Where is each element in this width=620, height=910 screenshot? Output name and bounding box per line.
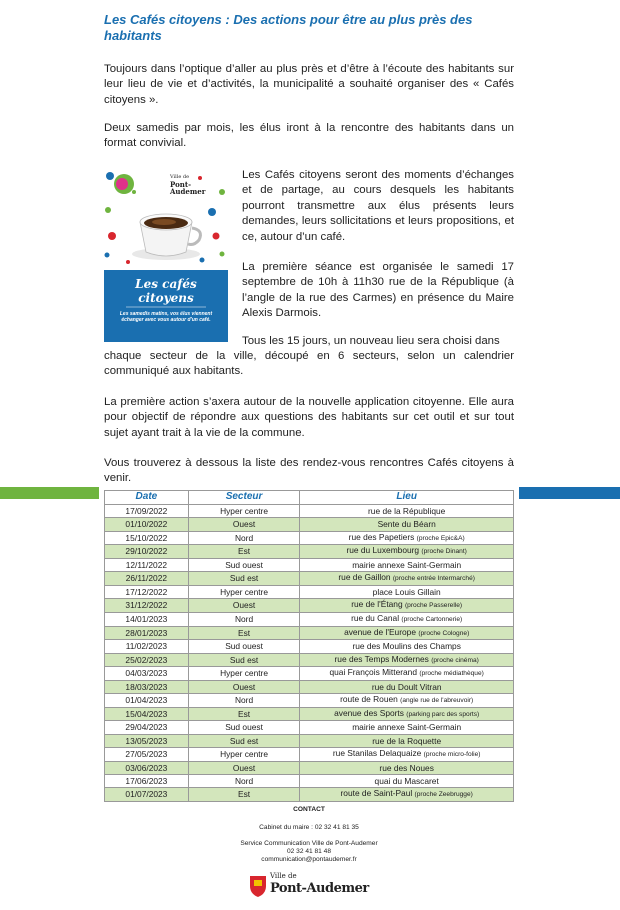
- table-row: [105, 761, 514, 774]
- purpose-paragraph: Les Cafés citoyens seront des moments d’échanges et de partage, au cours desquels les habitants pourront transmettre aux élus présents leurs demandes, leurs sollicitations et leurs propositions, et ce, autour d’un café.: [242, 169, 514, 243]
- city-crest-icon: [248, 874, 268, 898]
- lieu-name: rue de la République: [368, 505, 446, 516]
- secteur-cell: Hyper centre: [188, 748, 300, 762]
- lieu-cell: [300, 721, 514, 734]
- secteur-cell: Ouest: [188, 518, 300, 531]
- lieu-note: (proche cinéma): [431, 656, 479, 664]
- lieu-note: (proche Passerelle): [404, 602, 463, 610]
- contact-email: communication@pontaudemer.fr: [261, 856, 357, 863]
- secteur-cell: Hyper centre: [188, 667, 300, 681]
- date-cell: 03/06/2023: [105, 761, 189, 774]
- lieu-cell: [300, 640, 514, 653]
- date-cell: 29/10/2022: [105, 545, 189, 559]
- secteur-cell: Sud ouest: [188, 640, 300, 653]
- lieu-note: (proche Epic&A): [416, 534, 465, 542]
- secteur-cell: Ouest: [188, 599, 300, 613]
- lieu-name: avenue des Sports: [334, 707, 404, 718]
- lieu-name: rue Stanilas Delaquaize: [332, 748, 422, 759]
- date-cell: 01/07/2023: [105, 788, 189, 802]
- table-row: [105, 788, 514, 802]
- contact-phone: 02 32 41 81 48: [287, 848, 331, 855]
- date-cell: 27/05/2023: [105, 748, 189, 762]
- secteur-cell: Est: [188, 707, 300, 721]
- lieu-cell: [300, 558, 514, 571]
- secteur-cell: Sud est: [188, 572, 300, 586]
- date-cell: 29/04/2023: [105, 721, 189, 734]
- secteur-cell: Ouest: [188, 761, 300, 774]
- table-row: [105, 599, 514, 613]
- schedule-table: [104, 490, 514, 802]
- secteur-cell: Sud ouest: [188, 721, 300, 734]
- lieu-cell: [300, 734, 514, 747]
- contact-service: Service Communication Ville de Pont-Audemer: [240, 840, 378, 847]
- lieu-cell: [300, 694, 514, 708]
- table-row: [105, 531, 514, 545]
- lieu-note: (angle rue de l'abreuvoir): [400, 697, 474, 705]
- table-row: [105, 612, 514, 626]
- table-row: [105, 680, 514, 693]
- header-lieu: Lieu: [300, 491, 514, 505]
- secteur-cell: Est: [188, 626, 300, 640]
- secteur-cell: Hyper centre: [188, 505, 300, 518]
- secteur-cell: Nord: [188, 775, 300, 788]
- table-row: [105, 558, 514, 571]
- header-secteur: Secteur: [188, 491, 300, 505]
- date-cell: 11/02/2023: [105, 640, 189, 653]
- lieu-note: (parking parc des sports): [406, 710, 480, 718]
- lieu-name: rue du Doult Vitran: [371, 681, 442, 692]
- lieu-cell: [300, 653, 514, 667]
- logo-name-text: Pont-Audemer: [270, 881, 369, 896]
- lieu-note: (proche Dinant): [421, 548, 467, 556]
- table-row: [105, 775, 514, 788]
- lieu-name: place Louis Gillain: [372, 586, 441, 597]
- date-cell: 17/06/2023: [105, 775, 189, 788]
- poster-brand-top: Ville de: [170, 174, 190, 180]
- lieu-name: rue du Canal: [351, 612, 400, 623]
- poster-headline-1: Les cafés: [135, 277, 197, 291]
- date-cell: 17/09/2022: [105, 505, 189, 518]
- cafes-citoyens-poster: [104, 170, 228, 342]
- table-row: [105, 721, 514, 734]
- header-date: Date: [105, 491, 189, 505]
- secteur-cell: Nord: [188, 531, 300, 545]
- lieu-note: (proche Cartonnerie): [401, 615, 463, 623]
- lieu-name: avenue de l'Europe: [344, 626, 416, 637]
- lieu-name: rue de Gaillon: [338, 572, 391, 583]
- lieu-name: mairie annexe Saint-Germain: [352, 722, 462, 733]
- table-row: [105, 640, 514, 653]
- secteur-cell: Sud est: [188, 653, 300, 667]
- table-row: [105, 626, 514, 640]
- date-cell: 15/10/2022: [105, 531, 189, 545]
- secteur-cell: Nord: [188, 612, 300, 626]
- lieu-name: Sente du Béarn: [377, 519, 436, 530]
- lieu-name: quai François Mitterand: [329, 667, 417, 678]
- intro-paragraph: Toujours dans l’optique d’aller au plus près et d’être à l’écoute des habitants sur leur lieu de vie et d’activités, la municipalité a souhaité organiser des « Cafés citoyens ».: [104, 63, 514, 106]
- date-cell: 13/05/2023: [105, 734, 189, 747]
- secteur-cell: Nord: [188, 694, 300, 708]
- lieu-note: (proche entrée Intermarché): [392, 575, 475, 583]
- rotation-paragraph-start: Tous les 15 jours, un nouveau lieu sera choisi dans: [242, 335, 500, 347]
- lieu-name: rue des Moulins des Champs: [352, 641, 461, 652]
- lieu-name: rue du Luxembourg: [346, 545, 420, 556]
- lieu-cell: [300, 585, 514, 598]
- date-cell: 15/04/2023: [105, 707, 189, 721]
- lieu-name: route de Rouen: [340, 694, 398, 705]
- table-row: [105, 653, 514, 667]
- table-row: [105, 694, 514, 708]
- lieu-name: rue de la Roquette: [372, 735, 442, 746]
- lieu-cell: [300, 572, 514, 586]
- lieu-cell: [300, 505, 514, 518]
- lieu-cell: [300, 667, 514, 681]
- schedule-intro-paragraph: Vous trouverez à dessous la liste des rendez-vous rencontres Cafés citoyens à venir.: [104, 457, 514, 485]
- table-row: [105, 707, 514, 721]
- lieu-cell: [300, 748, 514, 762]
- date-cell: 31/12/2022: [105, 599, 189, 613]
- date-cell: 18/03/2023: [105, 680, 189, 693]
- lieu-cell: [300, 680, 514, 693]
- date-cell: 17/12/2022: [105, 585, 189, 598]
- table-row: [105, 734, 514, 747]
- app-paragraph: La première action s’axera autour de la nouvelle application citoyenne. Elle aura pour objectif de répondre aux questions des habitants sur cet outil et sur tout sujet ayant trait à la vie de la commune.: [104, 396, 514, 439]
- lieu-note: (proche Zeebrugge): [414, 791, 473, 799]
- poster-brand: [170, 174, 226, 195]
- contact-heading: CONTACT: [293, 806, 325, 813]
- poster-brand-name: Pont-Audemer: [170, 180, 206, 196]
- lieu-name: rue de l'Étang: [351, 599, 403, 610]
- table-row: [105, 572, 514, 586]
- secteur-cell: Sud ouest: [188, 558, 300, 571]
- rotation-paragraph-end: chaque secteur de la ville, découpé en 6 secteurs, selon un calendrier communiqué aux habitants.: [104, 350, 514, 378]
- poster-headline-2: citoyens: [138, 291, 194, 305]
- lieu-cell: [300, 531, 514, 545]
- poster-tagline: Les samedis matins, vos élus viennent échanger avec vous autour d'un café.: [119, 311, 213, 324]
- contact-cabinet: Cabinet du maire : 02 32 41 81 35: [259, 824, 359, 831]
- date-cell: 26/11/2022: [105, 572, 189, 586]
- secteur-cell: Est: [188, 788, 300, 802]
- table-row: [105, 585, 514, 598]
- secteur-cell: Est: [188, 545, 300, 559]
- secteur-cell: Sud est: [188, 734, 300, 747]
- lieu-cell: [300, 545, 514, 559]
- date-cell: 25/02/2023: [105, 653, 189, 667]
- lieu-cell: [300, 612, 514, 626]
- table-row: [105, 545, 514, 559]
- pont-audemer-logo: [248, 872, 372, 900]
- lieu-cell: [300, 707, 514, 721]
- date-cell: 01/10/2022: [105, 518, 189, 531]
- lieu-note: (proche Cologne): [418, 629, 470, 637]
- page-title: Les Cafés citoyens : Des actions pour être au plus près des habitants: [104, 12, 473, 43]
- logo-top-text: Ville de: [270, 872, 297, 880]
- lieu-note: (proche médiathèque): [419, 670, 484, 678]
- lieu-cell: [300, 761, 514, 774]
- lieu-name: route de Saint-Paul: [340, 788, 413, 799]
- lieu-note: (proche micro-folie): [423, 751, 481, 759]
- lieu-cell: [300, 599, 514, 613]
- lieu-name: rue des Temps Modernes: [334, 653, 429, 664]
- table-row: [105, 667, 514, 681]
- lieu-name: rue des Papetiers: [348, 531, 415, 542]
- lieu-name: mairie annexe Saint-Germain: [352, 559, 462, 570]
- lieu-name: rue des Noues: [379, 762, 434, 773]
- blue-band: [519, 487, 620, 499]
- table-row: [105, 748, 514, 762]
- frequency-paragraph: Deux samedis par mois, les élus iront à la rencontre des habitants dans un format convivial.: [104, 122, 514, 150]
- date-cell: 01/04/2023: [105, 694, 189, 708]
- date-cell: 14/01/2023: [105, 612, 189, 626]
- lieu-cell: [300, 518, 514, 531]
- first-session-paragraph: La première séance est organisée le samedi 17 septembre de 10h à 11h30 rue de la République (à l’angle de la rue des Carmes) en présence du Maire Alexis Darmois.: [242, 261, 514, 320]
- lieu-cell: [300, 788, 514, 802]
- lieu-name: quai du Mascaret: [374, 775, 439, 786]
- green-band: [0, 487, 99, 499]
- secteur-cell: Hyper centre: [188, 585, 300, 598]
- secteur-cell: Ouest: [188, 680, 300, 693]
- date-cell: 04/03/2023: [105, 667, 189, 681]
- table-row: [105, 505, 514, 518]
- date-cell: 28/01/2023: [105, 626, 189, 640]
- date-cell: 12/11/2022: [105, 558, 189, 571]
- lieu-cell: [300, 775, 514, 788]
- schedule-header-row: [105, 491, 514, 505]
- lieu-cell: [300, 626, 514, 640]
- table-row: [105, 518, 514, 531]
